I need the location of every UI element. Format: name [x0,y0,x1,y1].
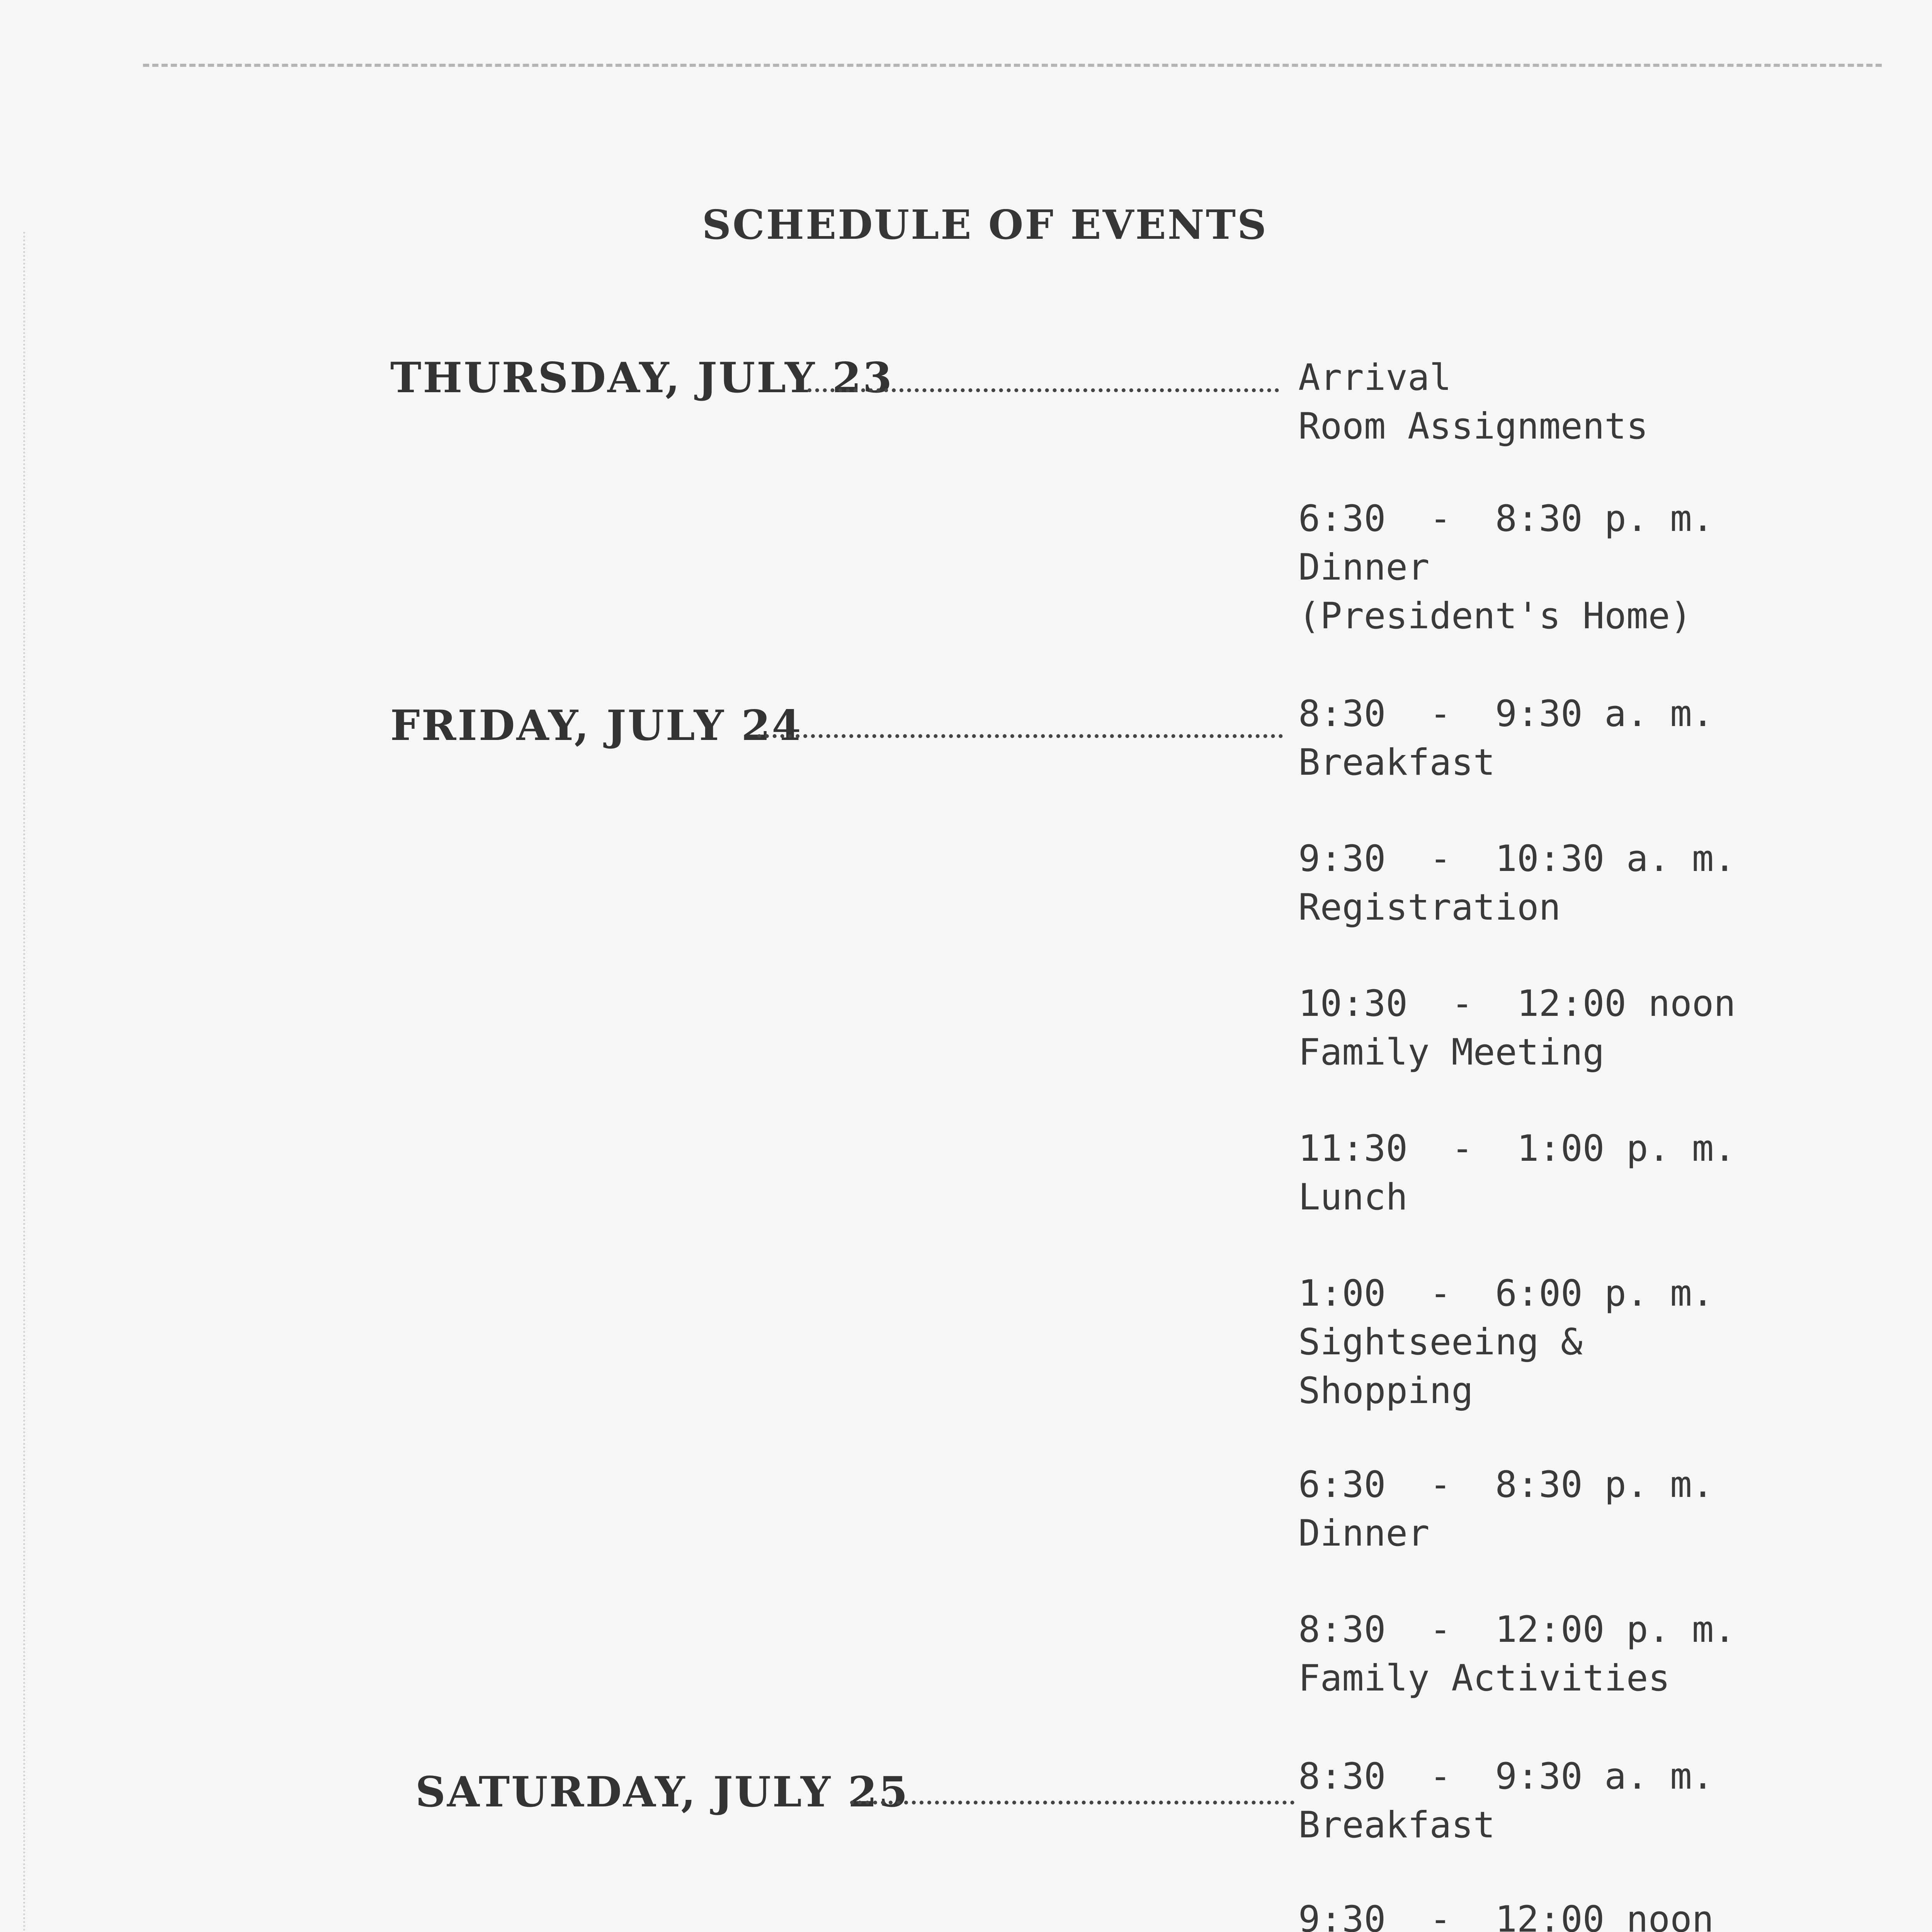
top-perforation-line [143,64,1882,67]
left-margin-line [23,232,25,1932]
event-line: Shopping [1298,1370,1473,1412]
event-time: 6:30 - 8:30 p. m. [1298,498,1714,540]
event-item [1298,495,1714,641]
event-time: 9:30 - 12:00 noon [1298,1898,1714,1932]
event-item [1298,980,1736,1077]
day-heading-saturday: SATURDAY, JULY 25 [415,1768,909,1816]
event-line: Family Meeting [1298,1031,1605,1073]
event-item [1298,354,1648,451]
event-line: Sightseeing & [1298,1321,1583,1363]
event-item [1298,835,1736,932]
event-line: Breakfast [1298,742,1495,784]
event-line: Family Activities [1298,1657,1670,1699]
event-time: 9:30 - 10:30 a. m. [1298,838,1736,880]
event-time: 11:30 - 1:00 p. m. [1298,1128,1736,1170]
event-line: Room Assignments [1298,405,1648,447]
event-time: 8:30 - 9:30 a. m. [1298,1755,1714,1798]
day-heading-thursday: THURSDAY, JULY 23 [390,354,894,402]
event-line: Arrival [1298,357,1452,399]
event-item [1298,1124,1736,1222]
event-line: (President's Home) [1298,595,1692,637]
event-line: Breakfast [1298,1804,1495,1846]
event-time: 6:30 - 8:30 p. m. [1298,1464,1714,1506]
event-item [1298,1895,1801,1932]
event-line: Registration [1298,886,1561,929]
event-time: 8:30 - 12:00 p. m. [1298,1609,1736,1651]
day-heading-friday: FRIDAY, JULY 24 [390,701,803,750]
event-time: 1:00 - 6:00 p. m. [1298,1272,1714,1315]
event-time: 8:30 - 9:30 a. m. [1298,693,1714,735]
event-line: Dinner [1298,546,1430,588]
event-time: 10:30 - 12:00 noon [1298,983,1736,1025]
event-item [1298,1269,1714,1415]
dot-leader [850,1801,1294,1804]
dot-leader [757,734,1283,738]
event-item [1298,1461,1714,1558]
page-title: SCHEDULE OF EVENTS [702,201,1268,248]
event-item [1298,1605,1736,1703]
event-line: Lunch [1298,1176,1408,1218]
dot-leader [808,388,1279,392]
event-item [1298,1752,1714,1850]
event-item [1298,690,1714,787]
event-line: Dinner [1298,1512,1430,1554]
